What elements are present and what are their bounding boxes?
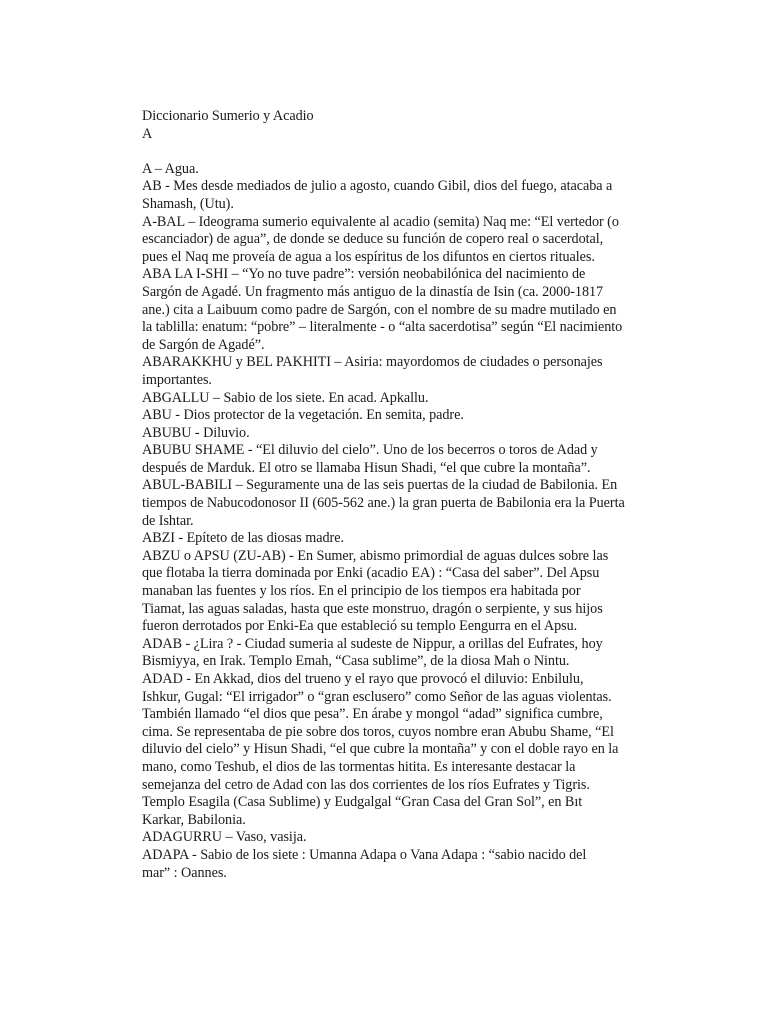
body-line: AB - Mes desde mediados de julio a agosto, cuando Gibil, dios del fuego, atacaba a	[142, 178, 613, 195]
body-line: ane.) cita a Laibuum como padre de Sargón, con el nombre de su madre mutilado en	[142, 301, 617, 318]
document-title: Diccionario Sumerio y Acadio	[142, 108, 314, 124]
body-line: ADAPA - Sabio de los siete : Umanna Adapa o Vana Adapa : “sabio nacido del	[142, 846, 587, 863]
body-line: la tablilla: enatum: “pobre” – literalmente - o “alta sacerdotisa” según “El nacimiento	[142, 319, 623, 336]
body-line: ADAB - ¿Lira ? - Ciudad sumeria al sudeste de Nippur, a orillas del Eufrates, hoy	[142, 635, 603, 652]
body-line: escanciador) de agua”, de donde se deduce su función de copero real o sacerdotal,	[142, 231, 604, 248]
body-line: después de Marduk. El otro se llamaba Hisun Shadi, “el que cubre la montaña”.	[142, 459, 591, 476]
body-line: manaban las fuentes y los ríos. En el principio de los tiempos era habitada por	[142, 583, 581, 600]
body-line: ABGALLU – Sabio de los siete. En acad. Apkallu.	[142, 389, 429, 406]
body-line: de Sargón de Agadé”.	[142, 336, 265, 353]
document-body	[142, 161, 642, 882]
body-line: ABUBU - Diluvio.	[142, 424, 250, 441]
body-line: de Ishtar.	[142, 512, 194, 529]
body-line: cima. Se representaba de pie sobre dos toros, cuyos nombre eran Abubu Shame, “El	[142, 723, 614, 740]
body-line: que flotaba la tierra dominada por Enki (acadio EA) : “Casa del saber”. Del Apsu	[142, 565, 600, 582]
body-line: semejanza del cetro de Adad con las dos corrientes de los ríos Eufrates y Tigris.	[142, 776, 590, 793]
body-line: A-BAL – Ideograma sumerio equivalente al acadio (semita) Naq me: “El vertedor (o	[142, 213, 619, 230]
body-line: diluvio del cielo” y Hisun Shadi, “el que cubre la montaña” y con el doble rayo en la	[142, 741, 619, 758]
body-line: ABZU o APSU (ZU-AB) - En Sumer, abismo primordial de aguas dulces sobre las	[142, 547, 609, 564]
body-line: Templo Esagila (Casa Sublime) y Eudgalgal “Gran Casa del Gran Sol”, en Bıt	[142, 794, 583, 811]
body-line: fueron derrotados por Enki-Ea que estableció su templo Eengurra en el Apsu.	[142, 618, 578, 635]
section-letter: A	[142, 125, 153, 142]
body-line: ADAD - En Akkad, dios del trueno y el rayo que provocó el diluvio: Enbilulu,	[142, 671, 584, 687]
body-line: Sargón de Agadé. Un fragmento más antiguo de la dinastía de Isin (ca. 2000-1817	[142, 283, 604, 300]
body-line: importantes.	[142, 371, 212, 388]
body-line: tiempos de Nabucodonosor II (605-562 ane.) la gran puerta de Babilonia era la Puerta	[142, 495, 625, 512]
document-page	[142, 108, 642, 882]
blank-line	[142, 143, 642, 161]
body-line: También llamado “el dios que pesa”. En árabe y mongol “adad” significa cumbre,	[142, 706, 603, 723]
body-line: Karkar, Babilonia.	[142, 811, 246, 828]
body-line: Bismiyya, en Irak. Templo Emah, “Casa sublime”, de la diosa Mah o Nintu.	[142, 653, 570, 670]
body-line: ABARAKKHU y BEL PAKHITI – Asiria: mayordomos de ciudades o personajes	[142, 354, 603, 371]
body-line: ABUL-BABILI – Seguramente una de las seis puertas de la ciudad de Babilonia. En	[142, 477, 618, 494]
body-line: A – Agua.	[142, 160, 199, 177]
body-line: mar” : Oannes.	[142, 864, 227, 881]
body-line: ABUBU SHAME - “El diluvio del cielo”. Uno de los becerros o toros de Adad y	[142, 442, 598, 459]
body-line: ABZI - Epíteto de las diosas madre.	[142, 530, 344, 547]
body-line: Ishkur, Gugal: “El irrigador” o “gran esclusero” como Señor de las aguas violentas.	[142, 688, 612, 705]
body-line: ABA LA I-SHI – “Yo no tuve padre”: versión neobabilónica del nacimiento de	[142, 266, 586, 283]
body-line: ABU - Dios protector de la vegetación. En semita, padre.	[142, 407, 464, 424]
body-line: Tiamat, las aguas saladas, hasta que este monstruo, dragón o serpiente, y sus hijos	[142, 600, 603, 617]
body-line: Shamash, (Utu).	[142, 195, 234, 212]
body-line: pues el Naq me proveía de agua a los espíritus de los difuntos en ciertos rituales.	[142, 248, 595, 265]
body-line: ADAGURRU – Vaso, vasija.	[142, 829, 307, 846]
body-line: mano, como Teshub, el dios de las tormentas hitita. Es interesante destacar la	[142, 758, 576, 775]
